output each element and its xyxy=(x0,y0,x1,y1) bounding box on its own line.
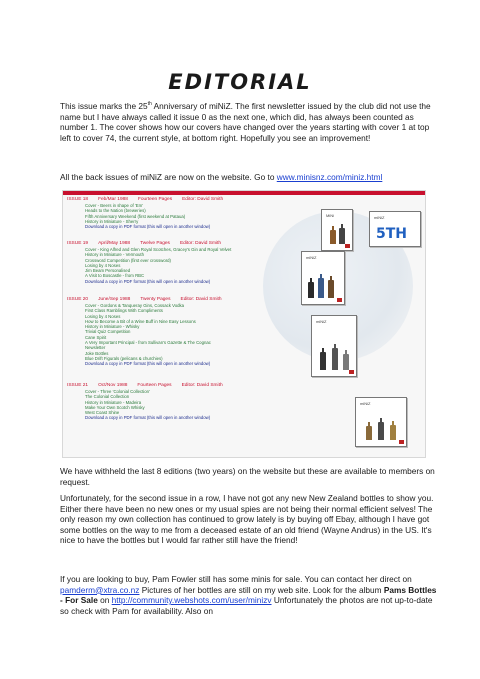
intro-superscript: th xyxy=(147,101,152,108)
thumbnail-big-text: 5TH xyxy=(376,226,408,242)
issue-line: Cover - Gordons & Tanqueray Gins, Cossack Vodka xyxy=(85,303,185,308)
bottle-icon xyxy=(318,278,324,298)
pdf-icon xyxy=(349,370,354,374)
thumbnail-title: MiNi xyxy=(326,213,334,218)
pam-text-d: Unfortunately the photos are not up-to-date so check with Pam for availability. Also on xyxy=(60,595,433,616)
bottle-icon xyxy=(308,282,314,298)
issue-line: Fifth Anniversary Weekend (first weekend at Pataua) xyxy=(85,213,186,219)
thumbnail-title: miNiZ xyxy=(316,319,327,324)
issue-header: ISSUE 19 April/May 1988 Twelve Pages Editor: David Smith xyxy=(67,241,222,246)
pam-email-link[interactable]: pamderm@xtra.co.nz xyxy=(60,584,140,595)
pdf-icon xyxy=(345,244,350,248)
cover-thumbnail[interactable] xyxy=(301,251,345,305)
issue-line: History in Miniature - Sherry xyxy=(85,218,139,224)
bottle-icon xyxy=(332,348,338,370)
issue-line: Trivial Quiz Competition xyxy=(85,329,131,335)
pdf-icon xyxy=(337,298,342,302)
thumbnail-title: miNiZ xyxy=(374,215,385,220)
issue-line: Make Your Own Scotch Whisky xyxy=(85,404,145,410)
webshots-link[interactable]: http://community.webshots.com/user/minizv xyxy=(111,595,272,606)
issue-block xyxy=(67,241,307,284)
download-pdf-link[interactable]: Download a copy in PDF format (this will open in another window) xyxy=(85,224,211,230)
issue-line: West Coast Shine xyxy=(85,410,120,416)
issue-line: Cover - Three 'Colonial Collection' xyxy=(85,389,150,394)
bottle-icon xyxy=(328,280,334,298)
cover-thumbnail[interactable] xyxy=(355,397,407,447)
miniz-website-link[interactable]: www.minisnz.com/miniz.html xyxy=(276,172,383,182)
back-issues-text: All the back issues of miNiZ are now on the website. Go to xyxy=(60,172,277,182)
album-name: Pams Bottles - For Sale xyxy=(60,584,437,606)
download-pdf-link[interactable]: Download a copy in PDF format (this will open in another window) xyxy=(85,415,211,421)
cover-thumbnail[interactable] xyxy=(369,211,421,247)
cover-thumbnail[interactable] xyxy=(321,209,353,251)
bottle-icon xyxy=(366,426,372,440)
bottle-icon xyxy=(390,425,396,440)
issue-line: Cover - Beers in shape of 'Em' xyxy=(85,203,144,208)
page-title: EDITORIAL xyxy=(168,70,312,94)
download-pdf-link[interactable]: Download a copy in PDF format (this will open in another window) xyxy=(85,361,211,367)
screenshot-header-bar xyxy=(63,191,425,195)
issue-line: Losing by 4 Noses xyxy=(85,313,121,319)
issue-line: History in Miniature - Vermouth xyxy=(85,252,144,258)
download-pdf-link[interactable]: Download a copy in PDF format (this will open in another window) xyxy=(85,278,211,284)
issue-line: Cover - King Alfred and Glen Royal Scotches, Gracey's Gin and Royal Velvet xyxy=(85,247,232,252)
cover-thumbnail[interactable] xyxy=(311,315,357,377)
bottle-icon xyxy=(320,352,326,370)
issue-header: ISSUE 20 June/Sep 1988 Twenty Pages Editor: David Smith xyxy=(67,297,222,302)
pam-text-b: Pictures of her bottles are still on my web site. Look for the album xyxy=(139,584,384,595)
issue-line: First Class Ramblings With Compliments xyxy=(85,308,163,314)
thumbnail-title: miNiZ xyxy=(360,401,371,406)
issue-block xyxy=(67,383,307,421)
issue-line: How to Become a Bit of a Wine Buff in Nine Easy Lessons xyxy=(85,318,196,324)
new-bottles-paragraph: Unfortunately, for the second issue in a row, I have not got any new New Zealand bottles to show you. Either there have been no new ones or my usual spies are not being their normal efficient selves! The only reason my own collection has continued to grow lately is by buying off Ebay, although I have got some bottles on the way to me from a deceased estate of an old friend (Wayne Andrus) in the US. It's nice to have the bottles but I would far rather still have the friend! xyxy=(60,493,434,546)
issue-line: A Very Important Principal - from Sullivan's Gazette & The Cognac xyxy=(85,340,211,346)
bottle-icon xyxy=(339,228,345,244)
issue-block xyxy=(67,297,307,367)
issue-line: Losing by 4 Noses xyxy=(85,262,121,268)
pam-fowler-paragraph xyxy=(60,574,440,616)
issue-line: History in Miniature - Madeira xyxy=(85,399,142,405)
issue-header: ISSUE 18 Feb/Mar 1988 Fourteen Pages Editor: David Smith xyxy=(67,197,224,202)
intro-text-b: Anniversary of miNiZ. The first newsletter issued by the club did not use the name but I have always called it issue 0 as the next one, which did, has always been counted as number 1. The cover shows how our covers have changed over the years starting with cover 1 at top left to cover 74, the current style, at bottom right. Hopefully you see an improvement! xyxy=(60,101,431,143)
issue-header: ISSUE 21 Oct/Nov 1988 Fourteen Pages Editor: David Smith xyxy=(67,383,223,388)
pdf-icon xyxy=(399,440,404,444)
issue-line: Joke Bottles xyxy=(85,350,109,356)
back-issues-paragraph xyxy=(60,172,440,183)
pam-text-c: on xyxy=(97,595,112,606)
issue-line: Jim Beam Personalised xyxy=(85,268,131,274)
issue-line: Crossword Competition (first ever crossword) xyxy=(85,257,171,263)
withheld-paragraph: We have withheld the last 8 editions (two years) on the website but these are available to members on request. xyxy=(60,466,435,487)
issue-line: Blue Drift Figurals (pelicans & churchies) xyxy=(85,355,163,361)
issue-line: History in Miniature - Whisky xyxy=(85,324,140,330)
website-screenshot xyxy=(62,190,426,458)
issue-line: The Colonial Collection xyxy=(85,394,130,400)
issue-line: Heads to the Nation (breweries) xyxy=(85,208,146,214)
issue-line: A Visit to Boscastle - from RBC xyxy=(85,273,145,279)
bottle-icon xyxy=(330,230,336,244)
intro-text-a: This issue marks the 25 xyxy=(60,101,148,111)
thumbnail-title: miNiZ xyxy=(306,255,317,260)
bottle-icon xyxy=(343,354,349,370)
issue-line: Cane Spirit xyxy=(85,334,107,340)
pam-text-a: If you are looking to buy, Pam Fowler still has some minis for sale. You can contact her direct on xyxy=(60,574,412,584)
issue-line: Newsletter xyxy=(85,345,106,351)
issue-block xyxy=(67,197,307,229)
bottle-icon xyxy=(378,422,384,440)
intro-paragraph xyxy=(60,101,440,143)
